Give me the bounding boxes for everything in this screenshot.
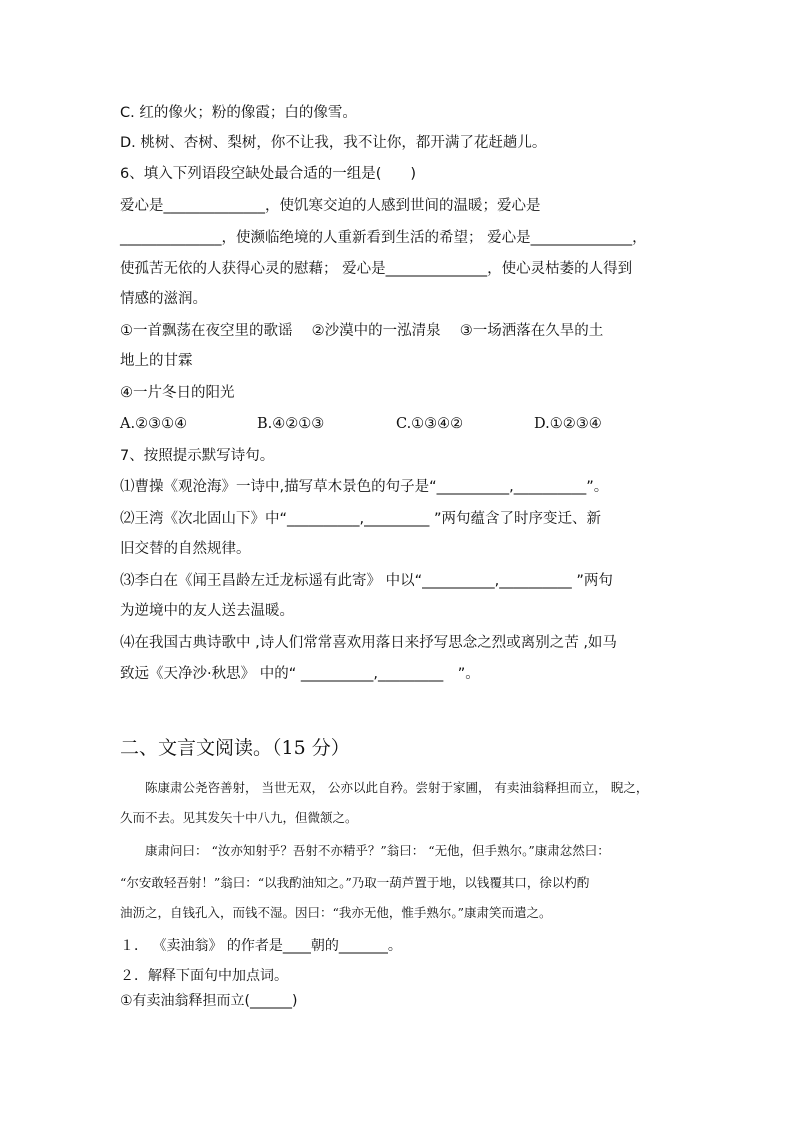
q6-passage-line: 爱心是______________，使饥寒交迫的人感到世间的温暖；爱心是 [120, 198, 541, 214]
q6-option-a: A.②③①④ [120, 416, 188, 432]
q7-line: ⑶李白在《闻王昌龄左迁龙标遥有此寄》 中以“__________,__________ ”两句 [120, 573, 613, 589]
q7-stem: 7、按照提示默写诗句。 [120, 448, 275, 464]
section2-question-2: ２．解释下面句中加点词。 [120, 968, 288, 984]
q7-line: ⑴曹操《观沧海》一诗中,描写草木景色的句子是“__________,__________”。 [120, 479, 609, 495]
q5-option-c: C. 红的像火；粉的像霞；白的像雪。 [120, 105, 357, 121]
classical-passage-line: “尔安敢轻吾射！”翁曰：“以我酌油知之。”乃取一葫芦置于地，以钱覆其口，徐以杓酌 [120, 875, 590, 890]
q7-line: ⑵王湾《次北固山下》中“__________,_________ ”两句蕴含了时序变迁、新 [120, 511, 601, 527]
q6-option-c: C.①③④② [396, 416, 464, 432]
classical-passage-line: 康肃问曰： “汝亦知射乎？吾射不亦精乎？”翁曰： “无他，但手熟尔。”康肃忿然曰： [120, 843, 610, 858]
q6-stem: 6、填入下列语段空缺处最合适的一组是( ) [120, 166, 417, 182]
classical-passage-line: 油沥之，自钱孔入，而钱不湿。因曰：“我亦无他，惟手熟尔。”康肃笑而遣之。 [120, 905, 552, 920]
q6-item-line: 地上的甘霖 [120, 353, 193, 369]
section2-question-1: １． 《卖油翁》 的作者是____朝的_______。 [120, 938, 402, 954]
classical-passage-line: 久而不去。见其发矢十中八九，但微颔之。 [120, 810, 358, 825]
q6-item-line: ①一首飘荡在夜空里的歌谣 ②沙漠中的一泓清泉 ③一场洒落在久旱的土 [120, 323, 604, 339]
q7-line: 致远《天净沙·秋思》 中的“ __________,_________ ”。 [120, 666, 480, 682]
q6-passage-line: 使孤苦无依的人获得心灵的慰藉； 爱心是______________，使心灵枯萎的人得到 [120, 261, 633, 277]
q6-option-d: D.①②③④ [534, 416, 602, 432]
q6-option-b: B.④②①③ [257, 416, 325, 432]
section2-question-2-item-1: ①有卖油翁释担而立(______) [120, 993, 298, 1009]
section-heading: 二、文言文阅读。（15 分） [120, 737, 350, 759]
q6-passage-line: 情感的滋润。 [120, 291, 207, 307]
q7-line: ⑷在我国古典诗歌中 ,诗人们常常喜欢用落日来抒写思念之烈或离别之苦 ,如马 [120, 635, 617, 651]
q7-line: 旧交替的自然规律。 [120, 541, 251, 557]
q5-option-d: D. 桃树、杏树、梨树，你不让我，我不让你，都开满了花赶趟儿。 [120, 135, 547, 151]
classical-passage-line: 陈康肃公尧咨善射， 当世无双， 公亦以此自矜。尝射于家圃， 有卖油翁释担而立， 睨之， [120, 780, 649, 795]
q6-passage-line: ______________，使濒临绝境的人重新看到生活的希望； 爱心是______________， [120, 230, 647, 246]
q6-item-line: ④一片冬日的阳光 [120, 385, 235, 401]
q7-line: 为逆境中的友人送去温暖。 [120, 603, 294, 619]
